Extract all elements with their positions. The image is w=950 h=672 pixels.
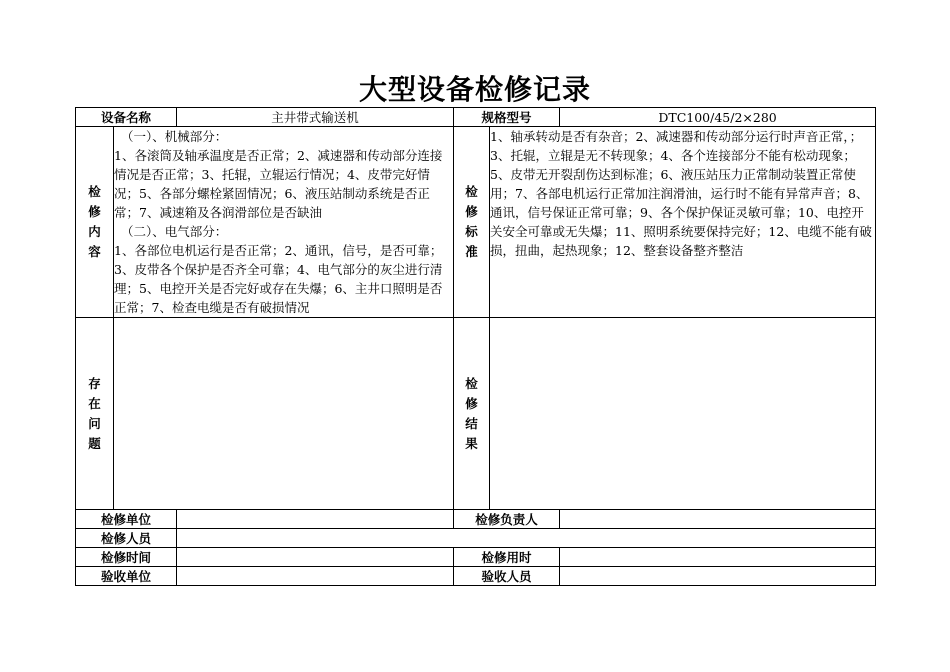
unit-label: 检修单位 xyxy=(76,510,177,529)
staff-row xyxy=(76,529,876,548)
time-row xyxy=(76,548,876,567)
spec-label: 规格型号 xyxy=(454,108,560,127)
spec-value[interactable]: DTC100/45/2×280 xyxy=(560,108,876,127)
standard-text[interactable]: 1、轴承转动是否有杂音；2、减速器和传动部分运行时声音正常，；3、托辊，立辊是无不转现象；4、各个连接部分不能有松动现象；5、皮带无开裂刮伤达到标准；6、液压站压力正常制动装置正常使用；7、各部电机运行正常加注润滑油，运行时不能有异常声音；8、通讯，信号保证正常可靠；9、各个保护保证灵敏可靠；10、电控开关安全可靠或无失爆；11、照明系统要保持完好；12、电缆不能有破损，扭曲，起热现象；12、整套设备整齐整洁 xyxy=(490,127,876,318)
electrical-heading: （二）、电气部分： xyxy=(121,224,228,239)
standard-label: 检 修 标 准 xyxy=(454,127,490,318)
content-text[interactable] xyxy=(114,127,454,318)
issues-label: 存 在 问 题 xyxy=(76,318,114,510)
leader-field[interactable] xyxy=(560,510,876,529)
unit-row xyxy=(76,510,876,529)
time-label: 检修时间 xyxy=(76,548,177,567)
equip-name-label: 设备名称 xyxy=(76,108,177,127)
result-label: 检 修 结 果 xyxy=(454,318,490,510)
duration-label: 检修用时 xyxy=(454,548,560,567)
time-field[interactable] xyxy=(177,548,454,567)
staff-label: 检修人员 xyxy=(76,529,177,548)
unit-field[interactable] xyxy=(177,510,454,529)
mechanical-heading: （一）、机械部分： xyxy=(121,129,228,144)
issues-row xyxy=(76,318,876,510)
acceptance-row xyxy=(76,567,876,586)
content-row xyxy=(76,127,876,318)
leader-label: 检修负责人 xyxy=(454,510,560,529)
maintenance-record-table xyxy=(75,107,876,586)
accept-unit-field[interactable] xyxy=(177,567,454,586)
duration-field[interactable] xyxy=(560,548,876,567)
equipment-row xyxy=(76,108,876,127)
accept-unit-label: 验收单位 xyxy=(76,567,177,586)
mechanical-items: 1、各滚筒及轴承温度是否正常；2、减速器和传动部分连接情况是否正常；3、托辊，立辊运行情况；4、皮带完好情况；5、各部分螺栓紧固情况；6、液压站制动系统是否正常；7、减速箱及各润滑部位是否缺油 xyxy=(114,148,443,220)
accept-person-label: 验收人员 xyxy=(454,567,560,586)
accept-person-field[interactable] xyxy=(560,567,876,586)
staff-field[interactable] xyxy=(177,529,876,548)
electrical-items: 1、各部位电机运行是否正常；2、通讯，信号，是否可靠；3、皮带各个保护是否齐全可靠；4、电气部分的灰尘进行清理；5、电控开关是否完好或存在失爆；6、主井口照明是否正常；7、检查电缆是否有破损情况 xyxy=(114,243,443,315)
content-label: 检 修 内 容 xyxy=(76,127,114,318)
issues-field[interactable] xyxy=(114,318,454,510)
result-field[interactable] xyxy=(490,318,876,510)
equip-name-value[interactable]: 主井带式输送机 xyxy=(177,108,454,127)
page-title: 大型设备检修记录 xyxy=(358,73,591,106)
